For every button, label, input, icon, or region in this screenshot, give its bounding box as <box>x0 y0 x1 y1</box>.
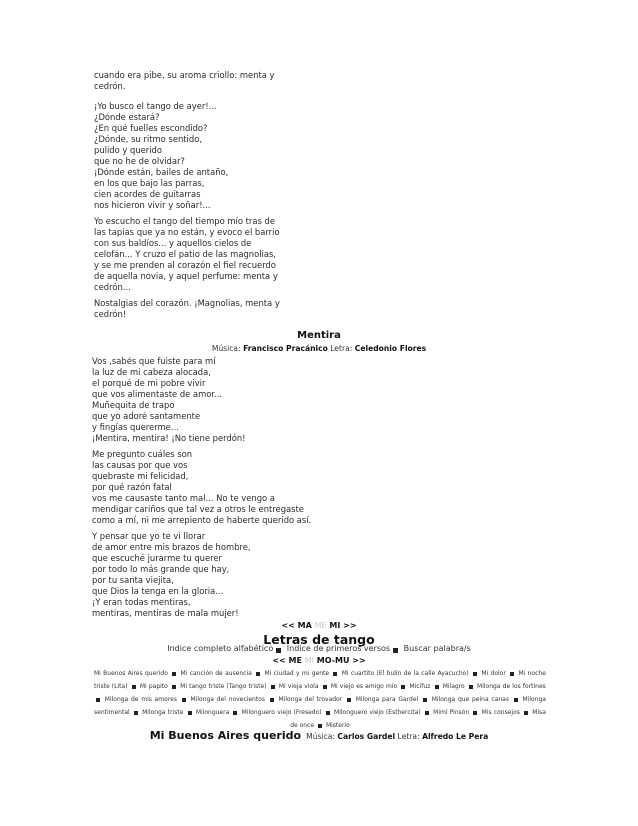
song-link[interactable]: Mi papito <box>139 683 168 690</box>
letter-nav-bottom <box>0 656 638 665</box>
bullet-square-icon <box>423 698 427 702</box>
song-link[interactable]: Milonga de mis amores <box>104 696 177 703</box>
bullet-square-icon <box>271 685 275 689</box>
song-link[interactable]: Milonga del trovador <box>278 696 343 703</box>
composer-name: Francisco Pracánico <box>243 344 328 353</box>
nav-mid-link[interactable]: MI <box>304 656 314 665</box>
song-link[interactable]: Milonguero viejo (Esthercita) <box>334 709 421 716</box>
nav-mid-link[interactable]: ME <box>314 621 327 630</box>
search-words-link[interactable]: Buscar palabra/s <box>403 644 471 653</box>
bullet-square-icon <box>172 685 176 689</box>
song-title: Mentira <box>297 330 341 341</box>
lyrics-stanza: ¡Yo busco el tango de ayer!... ¿Dónde estará? ¿En qué fuelles escondido? ¿Dónde, su ritmo sentido, pulido y querido que no he de olvidar? ¡Dónde están, bailes de antaño, en los que bajo las parras, cien acordes de guitarras nos hicieron vivir y soñar!... <box>94 101 229 210</box>
song-link[interactable]: Mi cuartito (El bulín de la calle Ayacucho) <box>341 670 469 677</box>
nav-current: MO-MU <box>316 656 350 665</box>
bullet-square-icon <box>256 672 260 676</box>
bullet-square-icon <box>233 711 237 715</box>
lyrics-stanza: Y pensar que yo te vi llorar de amor entre mis brazos de hombre, que escuché jurarme tu querer por todo lo más grande que hay, por tu santa viejita, que Dios la tenga en la gloria... ¡Y eran todas mentiras, mentiras, mentiras de mala mujer! <box>92 531 251 618</box>
bullet-square-icon <box>132 685 136 689</box>
song-link[interactable]: Micifuz <box>409 683 431 690</box>
index-alphabetic-link[interactable]: Indice completo alfabético <box>167 644 274 653</box>
lyrics-label: Letra: <box>397 732 420 741</box>
song-link[interactable]: Mi viejo es amigo mío <box>330 683 398 690</box>
lyrics-stanza: cuando era pibe, su aroma criollo: menta y cedrón. <box>94 70 275 91</box>
bullet-square-icon <box>276 648 281 653</box>
song-link[interactable]: Milonga triste <box>142 709 184 716</box>
lyrics-label: Letra: <box>330 344 353 353</box>
letter-nav-top <box>0 621 638 630</box>
song-heading-next <box>0 724 638 743</box>
lyrics-stanza: Vos ,sabés que fuiste para mí la luz de mi cabeza alocada, el porqué de mi pobre vivir que vos alimentaste de amor... Muñequita de trapo que yo adoré santamente y fingías quererme... ¡Mentira, mentira! ¡No tiene perdón! <box>92 356 246 443</box>
song-link[interactable]: Misterio <box>325 722 350 729</box>
bullet-square-icon <box>188 711 192 715</box>
nav-next-link[interactable]: >> <box>343 621 357 630</box>
song-index-list <box>94 667 546 732</box>
bullet-square-icon <box>514 698 518 702</box>
music-label: Música: <box>211 344 241 353</box>
nav-current: MI <box>329 621 341 630</box>
song-link[interactable]: Misa de once <box>290 709 546 729</box>
lyrics-stanza: Yo escucho el tango del tiempo mío tras de las tapias que ya no están, y evoco el barrio con sus baldíos... y aquellos cielos de celofán... Y cruzo el patio de las magnolias, y se me prenden al corazón el fiel recuerdo de aquella novia, y aquel perfume: menta y cedrón... <box>94 216 280 292</box>
song-link[interactable]: Mi vieja viola <box>278 683 319 690</box>
song-link[interactable]: Mi noche triste (Lita) <box>94 670 546 690</box>
lyricist-name: Alfredo Le Pera <box>422 732 489 741</box>
song-link[interactable]: Mis consejos <box>481 709 520 716</box>
bullet-square-icon <box>473 711 477 715</box>
bullet-square-icon <box>96 698 100 702</box>
song-link[interactable]: Milonguero viejo (Fresedo) <box>241 709 322 716</box>
bullet-square-icon <box>172 672 176 676</box>
bullet-square-icon <box>524 711 528 715</box>
song-credits <box>0 344 638 353</box>
song-title: Mi Buenos Aires querido <box>149 729 302 742</box>
bullet-square-icon <box>347 698 351 702</box>
song-link[interactable]: Mi tango triste (Tango triste) <box>180 683 267 690</box>
song-link[interactable]: Mimí Pinsón <box>433 709 470 716</box>
song-link[interactable]: Mi canción de ausencia <box>180 670 252 677</box>
song-link[interactable]: Mi Buenos Aires querido <box>94 670 168 677</box>
bullet-square-icon <box>270 698 274 702</box>
bullet-square-icon <box>401 685 405 689</box>
bullet-square-icon <box>473 672 477 676</box>
song-link[interactable]: Milonguera <box>195 709 230 716</box>
song-link[interactable]: Mi ciudad y mi gente <box>264 670 330 677</box>
composer-name: Carlos Gardel <box>337 732 396 741</box>
nav-prev-link[interactable]: << ME <box>272 656 302 665</box>
nav-prev-link[interactable]: << MA <box>281 621 312 630</box>
song-link[interactable]: Milonga de los fortines <box>477 683 546 690</box>
index-first-verses-link[interactable]: Indice de primeros versos <box>286 644 391 653</box>
song-link[interactable]: Milonga sentimental <box>94 696 546 716</box>
song-credits <box>306 732 488 741</box>
bullet-square-icon <box>134 711 138 715</box>
bullet-square-icon <box>333 672 337 676</box>
lyricist-name: Celedonio Flores <box>354 344 427 353</box>
bullet-square-icon <box>435 685 439 689</box>
bullet-square-icon <box>510 672 514 676</box>
song-link[interactable]: Mi dolor <box>481 670 506 677</box>
song-link[interactable]: Milonga para Gardel <box>355 696 419 703</box>
lyrics-stanza: Nostalgias del corazón. ¡Magnolias, menta y cedrón! <box>94 298 280 319</box>
lyrics-stanza: Me pregunto cuáles son las causas por que vos quebraste mi felicidad, por qué razón fatal vos me causaste tanto mal... No te vengo a mendigar cariños que tal vez a otros le entregaste como a mí, ni me arrepiento de haberte querido así. <box>92 449 312 525</box>
bullet-square-icon <box>425 711 429 715</box>
bullet-square-icon <box>326 711 330 715</box>
bullet-square-icon <box>393 648 398 653</box>
song-link[interactable]: Milonga del novecientos <box>190 696 265 703</box>
site-title: Letras de tango <box>263 632 375 647</box>
song-link[interactable]: Milonga que peina canas <box>431 696 509 703</box>
song-link[interactable]: Milagro <box>442 683 465 690</box>
music-label: Música: <box>306 732 335 741</box>
index-links <box>0 644 638 653</box>
nav-next-link[interactable]: >> <box>352 656 366 665</box>
bullet-square-icon <box>469 685 473 689</box>
bullet-square-icon <box>182 698 186 702</box>
bullet-square-icon <box>323 685 327 689</box>
